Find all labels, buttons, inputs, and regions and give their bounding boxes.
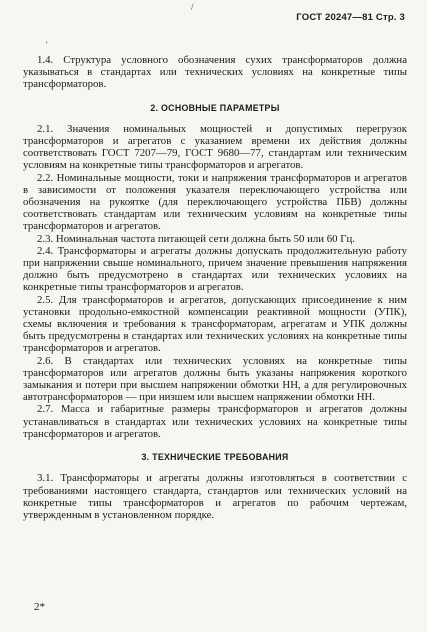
signature-mark: 2* xyxy=(34,601,45,613)
clause-2-7: 2.7. Масса и габаритные размеры трансформаторов и агрегатов должны устанавливаться в стандартах или технических условиях на конкретные типы трансформаторов и агрегатов. xyxy=(23,403,407,440)
clause-2-2: 2.2. Номинальные мощности, токи и напряжения трансформаторов и агрегатов в зависимости от положения указателя переключающего устройства или обозначения на рукоятке (для переключающего устройства ПБВ) должны соответствовать стандартам или техническим условиям на конкретные типы трансформаторов и агрегатов. xyxy=(23,171,407,233)
clause-1-4: 1.4. Структура условного обозначения сухих трансформаторов должна указываться в стандартах или технических условиях на конкретные типы трансформаторов. xyxy=(23,54,407,91)
clause-2-6: 2.6. В стандартах или технических условиях на конкретные типы трансформаторов или агрегатов должны быть указаны напряжения короткого замыкания и потери при высшем напряжении обмотки НН, а для регулировочных автотрансформаторов — при низшем или высшем напряжении обмотки НН. xyxy=(23,354,407,404)
clause-2-4: 2.4. Трансформаторы и агрегаты должны допускать продолжительную работу при напряжении свыше номинального, причем значение превышения напряжения должно быть предусмотрено в стандартах или технических условиях на конкретные типы трансформаторов и агрегатов. xyxy=(23,244,407,294)
clause-3-1: 3.1. Трансформаторы и агрегаты должны изготовляться в соответствии с требованиями настоящего стандарта, стандартов или технических условий на конкретные типы трансформаторов и агрегатов по рабочим чертежам, утвержденным в установленном порядке. xyxy=(23,472,407,521)
section-3-heading: 3. ТЕХНИЧЕСКИЕ ТРЕБОВАНИЯ xyxy=(141,452,289,463)
document-body xyxy=(23,54,407,521)
scan-mark-left: ' xyxy=(46,40,48,50)
page-header: ГОСТ 20247—81 Стр. 3 xyxy=(296,12,405,23)
clause-2-1: 2.1. Значения номинальных мощностей и допустимых перегрузок трансформаторов и агрегатов с указанием времени их действия должны соответствовать ГОСТ 7207—79, ГОСТ 9680—77, стандартам или техническим условиям на конкретные типы трансформаторов и агрегатов. xyxy=(23,122,407,172)
section-2-heading: 2. ОСНОВНЫЕ ПАРАМЕТРЫ xyxy=(150,102,280,113)
clause-2-5: 2.5. Для трансформаторов и агрегатов, допускающих присоединение к ним установки продольно-емкостной компенсации реактивной мощности (УПК), схемы включения и требования к трансформаторам, агрегатам и УПК должны быть предусмотрены в стандартах или технических условиях на конкретные типы трансформаторов и агрегатов. xyxy=(23,293,407,355)
scan-mark-top: / xyxy=(191,2,194,12)
clause-2-3: 2.3. Номинальная частота питающей сети должна быть 50 или 60 Гц. xyxy=(37,232,355,245)
